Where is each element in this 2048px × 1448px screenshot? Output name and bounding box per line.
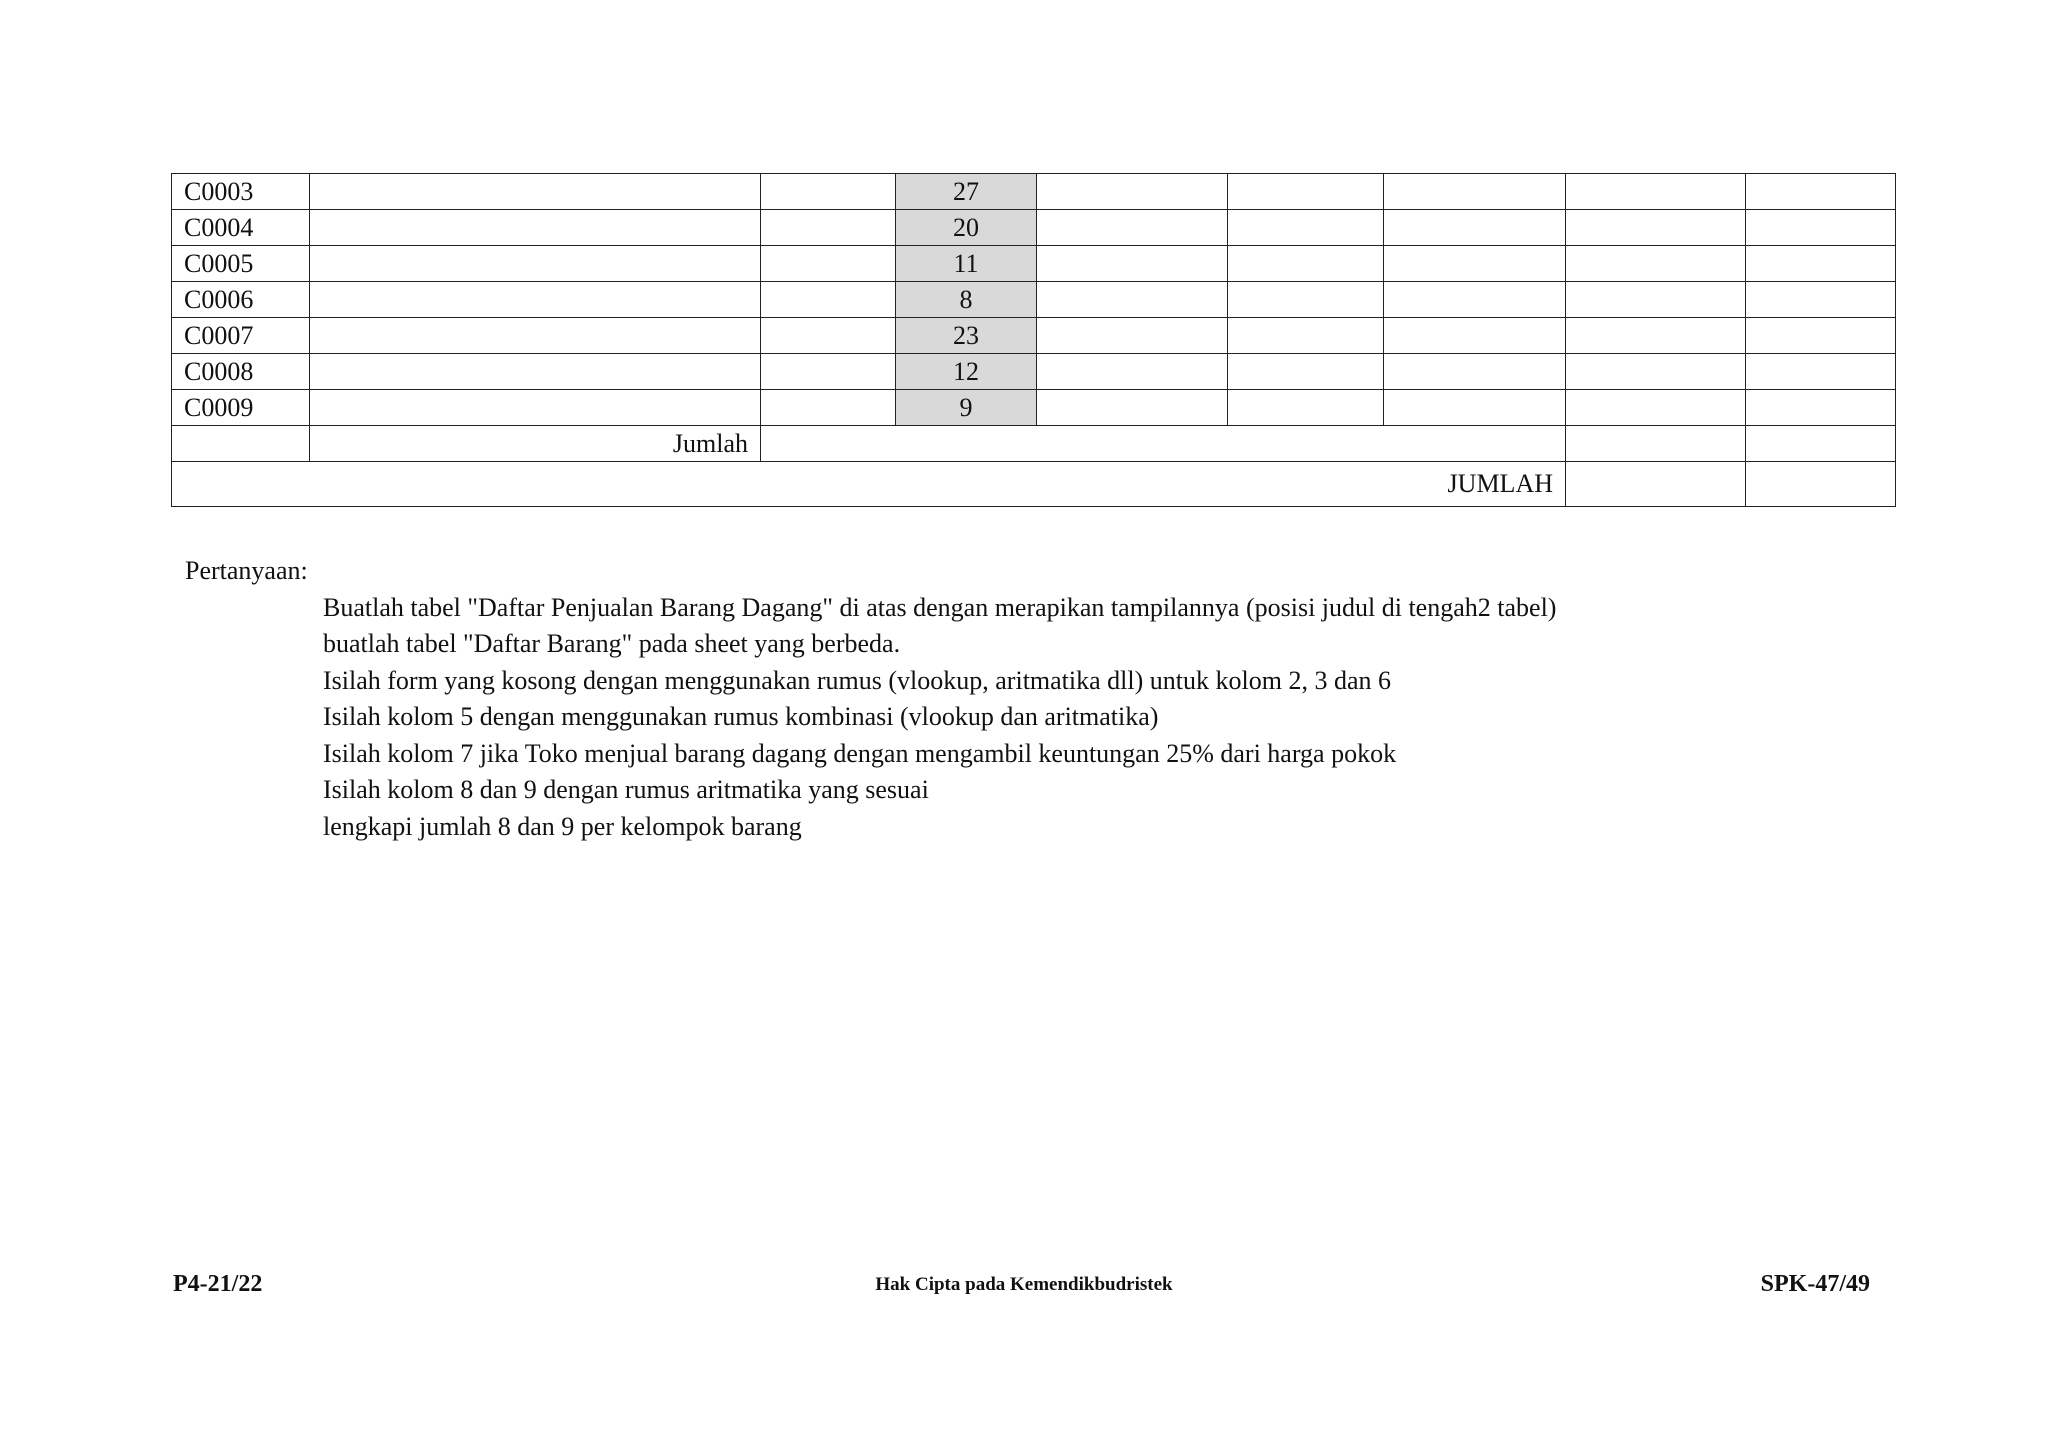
empty-cell [1746, 462, 1896, 507]
footer-document-code: P4-21/22 [173, 1271, 263, 1297]
quantity-cell: 27 [896, 174, 1037, 210]
empty-cell [1746, 354, 1896, 390]
item-code-cell: C0007 [172, 318, 310, 354]
item-code-cell: C0003 [172, 174, 310, 210]
empty-cell [1228, 282, 1384, 318]
empty-cell [1037, 282, 1228, 318]
empty-cell [310, 318, 761, 354]
empty-cell [1566, 210, 1746, 246]
empty-cell [1566, 318, 1746, 354]
quantity-cell: 20 [896, 210, 1037, 246]
grand-total-label: JUMLAH [172, 462, 1566, 507]
empty-cell [1746, 210, 1896, 246]
questions-section [185, 553, 1556, 845]
empty-cell [1746, 426, 1896, 462]
empty-cell [172, 426, 310, 462]
quantity-cell: 9 [896, 390, 1037, 426]
empty-cell [1384, 174, 1566, 210]
empty-cell [1746, 246, 1896, 282]
quantity-cell: 23 [896, 318, 1037, 354]
empty-cell [1384, 354, 1566, 390]
table-row [172, 354, 1896, 390]
question-item: Isilah form yang kosong dengan menggunakan rumus (vlookup, aritmatika dll) untuk kolom 2, 3 dan 6 [323, 665, 1391, 695]
empty-cell [1746, 282, 1896, 318]
empty-cell [1228, 354, 1384, 390]
empty-cell [1384, 318, 1566, 354]
question-item: Isilah kolom 7 jika Toko menjual barang dagang dengan mengambil keuntungan 25% dari harga pokok [323, 738, 1397, 768]
empty-cell [761, 354, 896, 390]
table-row [172, 282, 1896, 318]
empty-cell [1037, 210, 1228, 246]
empty-cell [1228, 210, 1384, 246]
question-item: lengkapi jumlah 8 dan 9 per kelompok barang [323, 811, 802, 841]
empty-cell [1566, 174, 1746, 210]
quantity-cell: 12 [896, 354, 1037, 390]
empty-cell [310, 210, 761, 246]
empty-cell [310, 354, 761, 390]
empty-cell [1566, 462, 1746, 507]
empty-cell [1384, 210, 1566, 246]
empty-cell [310, 282, 761, 318]
empty-cell [761, 390, 896, 426]
empty-cell [1384, 390, 1566, 426]
table-row [172, 246, 1896, 282]
empty-cell [1746, 174, 1896, 210]
empty-cell [1384, 282, 1566, 318]
sales-table [171, 173, 1896, 507]
footer-page-number: SPK-47/49 [1760, 1271, 1870, 1297]
empty-cell [310, 174, 761, 210]
empty-cell [1228, 390, 1384, 426]
empty-cell [310, 390, 761, 426]
empty-cell [761, 246, 896, 282]
table-row [172, 210, 1896, 246]
empty-cell [1746, 390, 1896, 426]
questions-list [185, 590, 1556, 846]
table-row [172, 390, 1896, 426]
empty-cell [310, 246, 761, 282]
question-item: buatlah tabel "Daftar Barang" pada sheet yang berbeda. [323, 629, 901, 658]
empty-cell [1037, 354, 1228, 390]
empty-cell [1228, 246, 1384, 282]
empty-cell [1037, 174, 1228, 210]
empty-cell [1037, 318, 1228, 354]
empty-cell [761, 210, 896, 246]
empty-cell [1566, 426, 1746, 462]
table-row [172, 174, 1896, 210]
questions-heading: Pertanyaan: [185, 556, 308, 585]
item-code-cell: C0005 [172, 246, 310, 282]
empty-cell [1566, 246, 1746, 282]
subtotal-merged-cell [761, 426, 1566, 462]
question-item: Isilah kolom 5 dengan menggunakan rumus kombinasi (vlookup dan aritmatika) [323, 702, 1159, 731]
item-code-cell: C0006 [172, 282, 310, 318]
empty-cell [761, 282, 896, 318]
empty-cell [761, 174, 896, 210]
empty-cell [1037, 246, 1228, 282]
empty-cell [1566, 282, 1746, 318]
quantity-cell: 8 [896, 282, 1037, 318]
empty-cell [761, 318, 896, 354]
empty-cell [1384, 246, 1566, 282]
question-item: Buatlah tabel "Daftar Penjualan Barang Dagang" di atas dengan merapikan tampilannya (posisi judul di tengah2 tabel) [323, 592, 1557, 622]
footer-copyright: Hak Cipta pada Kemendikbudristek [875, 1274, 1173, 1295]
empty-cell [1228, 318, 1384, 354]
quantity-cell: 11 [896, 246, 1037, 282]
question-item: Isilah kolom 8 dan 9 dengan rumus aritmatika yang sesuai [323, 775, 929, 804]
item-code-cell: C0009 [172, 390, 310, 426]
empty-cell [1037, 390, 1228, 426]
subtotal-row [172, 426, 1896, 462]
subtotal-label: Jumlah [310, 426, 761, 462]
grand-total-row [172, 462, 1896, 507]
item-code-cell: C0008 [172, 354, 310, 390]
table-row [172, 318, 1896, 354]
empty-cell [1566, 390, 1746, 426]
item-code-cell: C0004 [172, 210, 310, 246]
empty-cell [1228, 174, 1384, 210]
empty-cell [1566, 354, 1746, 390]
empty-cell [1746, 318, 1896, 354]
